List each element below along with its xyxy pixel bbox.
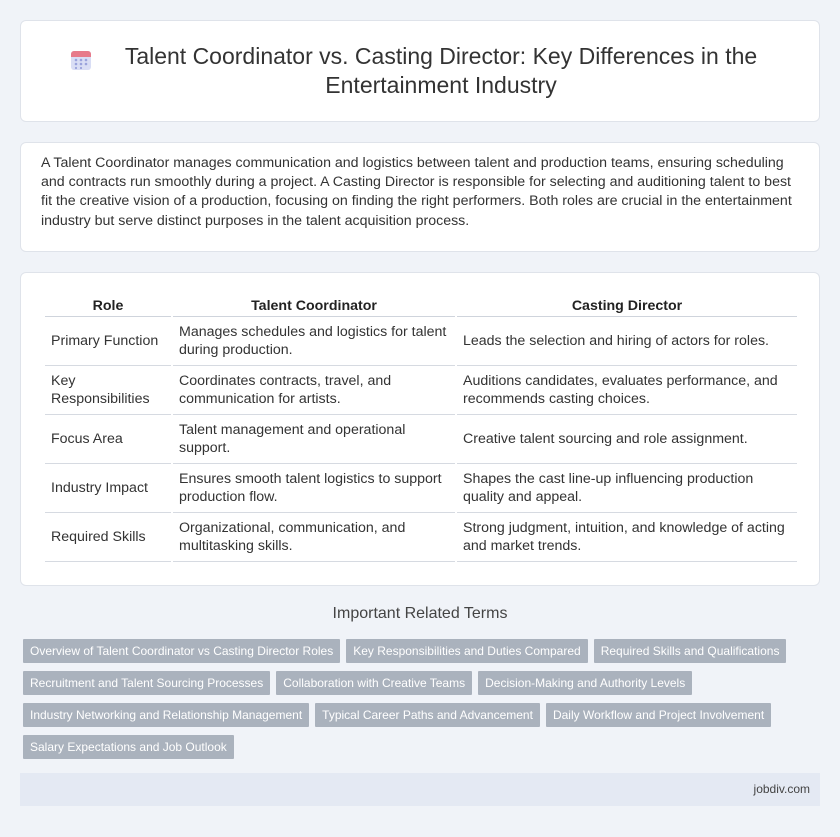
talent-coordinator-cell: Ensures smooth talent logistics to support production flow. [173,464,455,513]
related-term-tag[interactable]: Overview of Talent Coordinator vs Casting Director Roles [23,639,340,663]
header-talent-coordinator: Talent Coordinator [173,291,455,317]
related-term-tag[interactable]: Salary Expectations and Job Outlook [23,735,234,759]
casting-director-cell: Auditions candidates, evaluates performance, and recommends casting choices. [457,366,797,415]
header-role: Role [45,291,171,317]
related-term-tag[interactable]: Recruitment and Talent Sourcing Processes [23,671,270,695]
table-row [45,415,797,464]
intro-card [20,142,820,252]
related-term-tag[interactable]: Key Responsibilities and Duties Compared [346,639,587,663]
table-row [45,464,797,513]
talent-coordinator-cell: Manages schedules and logistics for talent during production. [173,317,455,366]
related-term-tag[interactable]: Required Skills and Qualifications [594,639,787,663]
row-label: Industry Impact [45,464,171,513]
related-terms-title: Important Related Terms [332,605,508,622]
comparison-card [20,272,820,586]
footer [20,773,820,806]
talent-coordinator-cell: Coordinates contracts, travel, and communication for artists. [173,366,455,415]
talent-coordinator-cell: Talent management and operational support. [173,415,455,464]
header-casting-director: Casting Director [457,291,797,317]
footer-site-link[interactable]: jobdiv.com [753,782,810,796]
related-term-tag[interactable]: Typical Career Paths and Advancement [315,703,540,727]
casting-director-cell: Strong judgment, intuition, and knowledge of acting and market trends. [457,513,797,562]
intro-text: A Talent Coordinator manages communication and logistics between talent and production teams, ensuring scheduling and contracts run smoothly during a project. A Casting Director is responsible for selecting and auditioning talent to best fit the creative vision of a production, focusing on finding the right performers. Both roles are crucial in the entertainment industry but serve distinct purposes in the talent acquisition process. [41,155,792,229]
header-card [20,20,820,122]
table-row [45,366,797,415]
related-term-tag[interactable]: Daily Workflow and Project Involvement [546,703,771,727]
row-label: Focus Area [45,415,171,464]
row-label: Required Skills [45,513,171,562]
row-label: Key Responsibilities [45,366,171,415]
casting-director-cell: Shapes the cast line-up influencing production quality and appeal. [457,464,797,513]
comparison-table [43,291,799,562]
table-header-row [45,291,797,317]
row-label: Primary Function [45,317,171,366]
talent-coordinator-cell: Organizational, communication, and multitasking skills. [173,513,455,562]
table-row [45,317,797,366]
casting-director-cell: Leads the selection and hiring of actors for roles. [457,317,797,366]
related-terms-list [23,639,823,767]
table-row [45,513,797,562]
related-term-tag[interactable]: Collaboration with Creative Teams [276,671,472,695]
page-title: Talent Coordinator vs. Casting Director: Key Differences in the Entertainment Industry [124,43,758,98]
related-term-tag[interactable]: Decision-Making and Authority Levels [478,671,692,695]
casting-director-cell: Creative talent sourcing and role assignment. [457,415,797,464]
calendar-icon [69,48,93,72]
related-term-tag[interactable]: Industry Networking and Relationship Management [23,703,309,727]
